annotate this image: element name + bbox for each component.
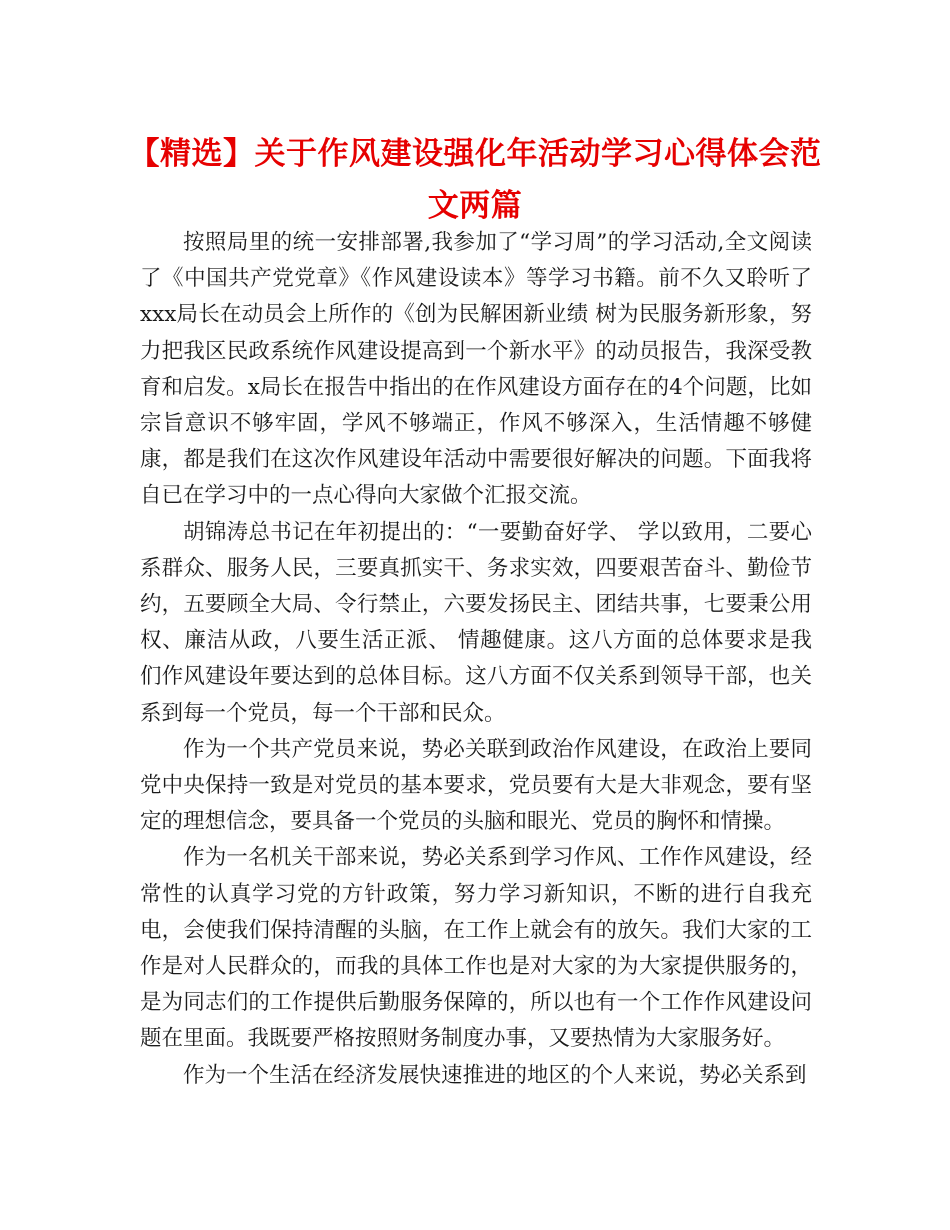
document-title: 【精选】关于作风建设强化年活动学习心得体会范文两篇 <box>128 136 822 224</box>
paragraph-1: 按照局里的统一安排部署,我参加了“学习周”的学习活动,全文阅读了《中国共产党党章》《作风建设读本》等学习书籍。前不久又聆听了xxx局长在动员会上所作的《创为民解困新业绩 树为民服务新形象，努力把我区民政系统作风建设提高到一个新水平》的动员报告，我深受教育和启发。x局长在报告中指出的在作风建设方面存在的4个问题，比如宗旨意识不够牢固，学风不够端正，作风不够深入，生活情趣不够健康，都是我们在这次作风建设年活动中需要很好解决的问题。下面我将自已在学习中的一点心得向大家做个汇报交流。 <box>140 230 812 509</box>
paragraph-3: 作为一个共产党员来说，势必关联到政治作风建设，在政治上要同党中央保持一致是对党员的基本要求，党员要有大是大非观念，要有坚定的理想信念，要具备一个党员的头脑和眼光、党员的胸怀和情操。 <box>140 736 812 835</box>
paragraph-4: 作为一名机关干部来说，势必关系到学习作风、工作作风建设，经常性的认真学习党的方针政策，努力学习新知识，不断的进行自我充电，会使我们保持清醒的头脑，在工作上就会有的放矢。我们大家的工作是对人民群众的，而我的具体工作也是对大家的为大家提供服务的，是为同志们的工作提供后勤服务保障的，所以也有一个工作作风建设问题在里面。我既要严格按照财务制度办事，又要热情为大家服务好。 <box>140 845 812 1052</box>
paragraph-5: 作为一个生活在经济发展快速推进的地区的个人来说，势必关系到 <box>183 1062 807 1088</box>
paragraph-2: 胡锦涛总书记在年初提出的：“一要勤奋好学、 学以致用，二要心系群众、服务人民，三要真抓实干、务求实效，四要艰苦奋斗、勤俭节约，五要顾全大局、令行禁止，六要发扬民主、团结共事，七要秉公用权、廉洁从政，八要生活正派、 情趣健康。这八方面的总体要求是我们作风建设年要达到的总体目标。这八方面不仅关系到领导干部，也关系到每一个党员，每一个干部和民众。 <box>140 519 812 726</box>
document-body <box>140 225 812 1094</box>
